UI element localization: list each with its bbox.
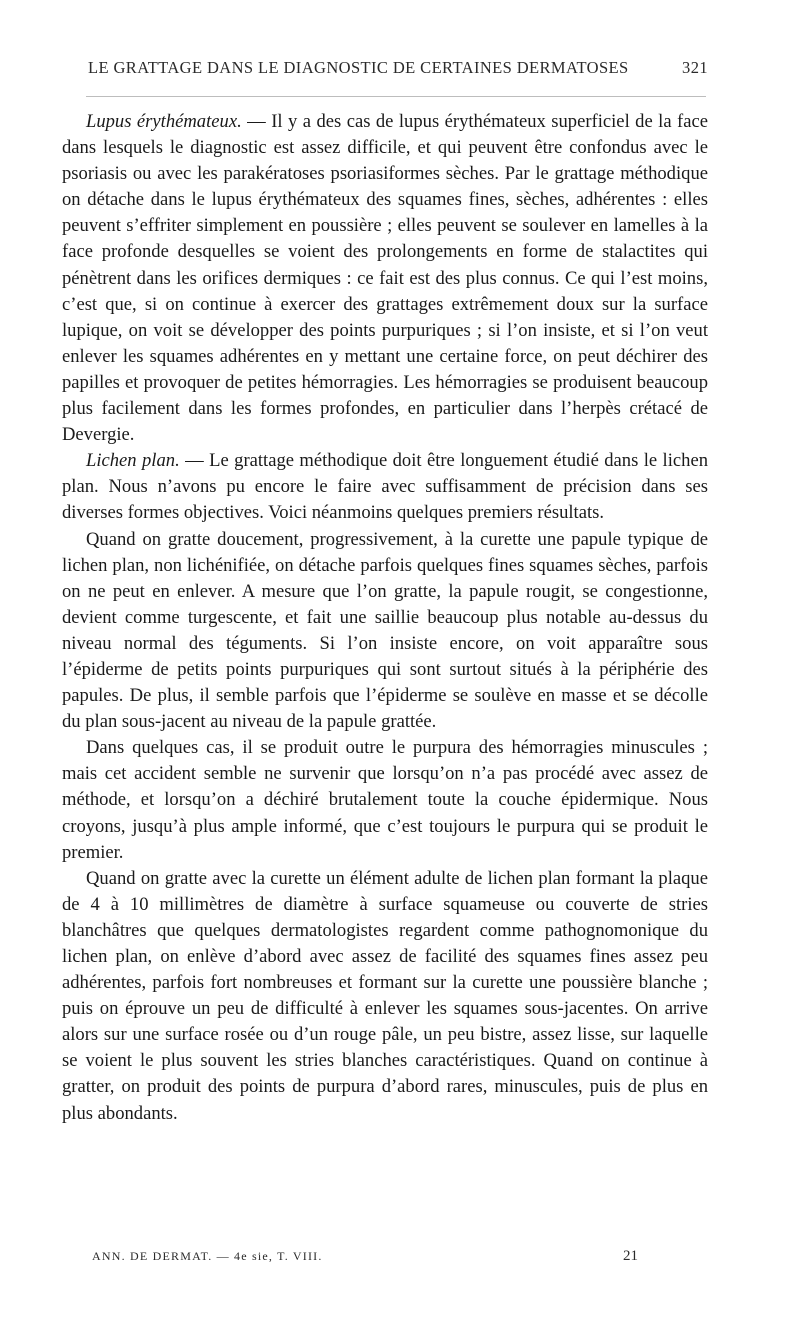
paragraph (62, 866, 708, 1127)
paragraph-text: Quand on gratte doucement, progressivement, à la curette une papule typique de lichen plan, non lichénifiée, on détache parfois quelques fines squames sèches, parfois on ne peut en enlever. A mesure que l’on gratte, la papule rougit, se congestionne, devient comme turgescente, et fait une saillie beaucoup plus notable au-dessus du niveau normal des téguments. Si l’on insiste encore, on voit apparaître sous l’épiderme de petits points purpuriques qui sont surtout situés à la périphérie des papules. De plus, il semble parfois que l’épiderme se soulève en masse et se décolle du plan sous-jacent au niveau de la papule grattée. (62, 528, 708, 733)
sheet-number: 21 (623, 1248, 638, 1264)
paragraph (62, 735, 708, 865)
page-number: 321 (682, 58, 708, 77)
running-header (62, 58, 708, 78)
section-lead-lupus: Lupus érythémateux. (86, 111, 242, 132)
paragraph-text: Dans quelques cas, il se produit outre le purpura des hémorragies minuscules ; mais cet accident semble ne survenir que lorsqu’on n’a pas procédé avec assez de méthode, et lorsqu’on a déchiré brutalement toute la couche épidermique. Nous croyons, jusqu’à plus ample informé, que c’est toujours le purpura qui se produit le premier. (62, 737, 708, 863)
page-footer (92, 1248, 638, 1265)
paragraph (62, 527, 708, 736)
body-text (62, 109, 708, 1127)
journal-signature: ANN. DE DERMAT. — 4e sie, T. VIII. (92, 1249, 323, 1263)
paragraph-text: — Il y a des cas de lupus érythémateux superficiel de la face dans lesquels le diagnostic est assez difficile, et qui peuvent être confondus avec le psoriasis ou avec les parakératoses psoriasiformes sèches. Par le grattage méthodique on détache dans le lupus érythémateux des squames fines, sèches, adhérentes : elles peuvent s’effriter simplement en poussière ; elles peuvent se soulever en lamelles à la face profonde desquelles se voient des prolongements en forme de stalactites qui pénètrent dans les orifices dermiques : ce fait est des plus connus. Ce qui l’est moins, c’est que, si on continue à exercer des grattages extrêmement doux sur la surface lupique, on voit se développer des points purpuriques ; si l’on insiste, et si l’on veut enlever les squames adhérentes en y mettant une certaine force, on peut déchirer des papilles et provoquer de petites hémorragies. Les hémorragies se produisent beaucoup plus facilement dans les formes profondes, en particulier dans l’herpès crétacé de Devergie. (62, 111, 708, 446)
section-lead-lichen: Lichen plan. (86, 450, 180, 472)
paragraph-text: Quand on gratte avec la curette un élément adulte de lichen plan formant la plaque de 4 à 10 millimètres de diamètre à surface squameuse ou couverte de stries blanchâtres que quelques dermatologistes regardent comme pathognomonique du lichen plan, on enlève d’abord avec assez de facilité des squames fines assez peu adhérentes, parfois fort nombreuses et formant sur la curette une poussière blanche ; puis on éprouve un peu de difficulté à enlever les squames sous-jacentes. On arrive alors sur une surface rosée ou d’un rouge pâle, un peu bistre, assez lisse, sur laquelle se voient le plus souvent les stries blanches caractéristiques. Quand on continue à gratter, on produit des points de purpura d’abord rares, minuscules, puis de plus en plus abondants. (62, 867, 708, 1124)
page (62, 58, 708, 1127)
paragraph-text: — Le grattage méthodique doit être longuement étudié dans le lichen plan. Nous n’avons pu encore le faire avec suffisamment de précision dans ses diverses formes objectives. Voici néanmoins quelques premiers résultats. (62, 450, 708, 524)
paragraph-lichen (62, 448, 708, 526)
running-title: LE GRATTAGE DANS LE DIAGNOSTIC DE CERTAINES DERMATOSES (88, 58, 629, 77)
header-rule (86, 96, 706, 97)
paragraph-lupus (62, 109, 708, 448)
